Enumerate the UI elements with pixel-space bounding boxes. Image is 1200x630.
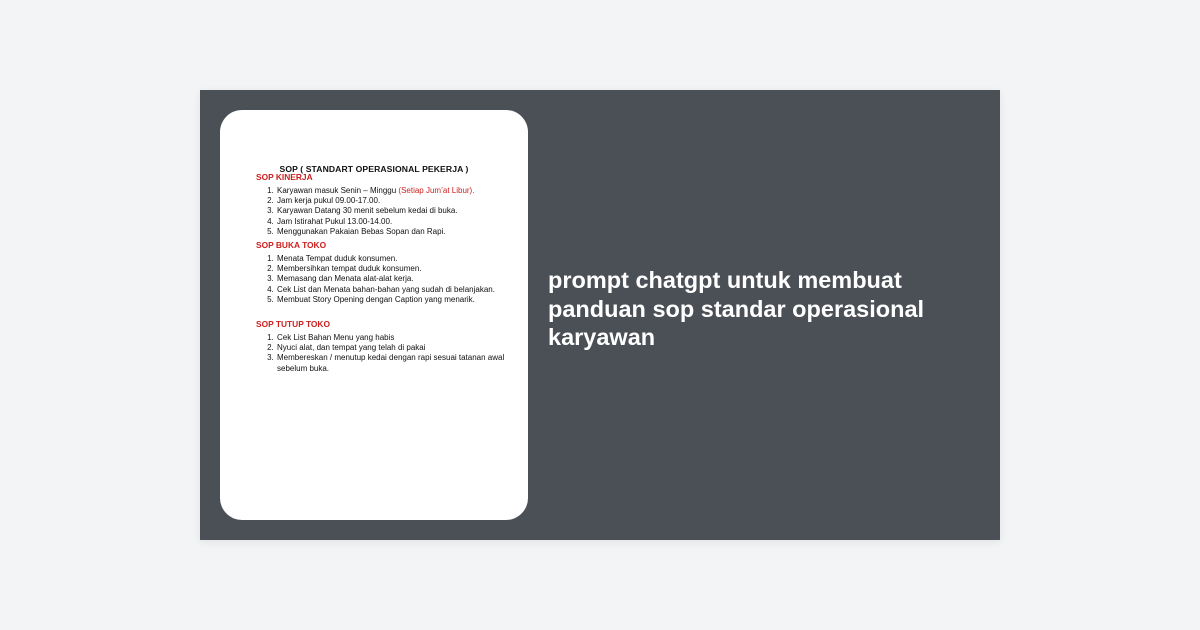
list-item: 4. Cek List dan Menata bahan-bahan yang sudah di belanjakan. [276, 285, 506, 295]
list-item: 2. Membersihkan tempat duduk konsumen. [276, 264, 506, 274]
section-heading: SOP BUKA TOKO [256, 240, 327, 250]
list-item: 5. Menggunakan Pakaian Bebas Sopan dan Rapi. [276, 227, 506, 237]
section-list [256, 186, 506, 237]
section-sop-kinerja [256, 172, 506, 237]
list-item: 1. Menata Tempat duduk konsumen. [276, 254, 506, 264]
section-heading: SOP KINERJA [256, 172, 313, 182]
list-item: 2. Jam kerja pukul 09.00-17.00. [276, 196, 506, 206]
section-sop-tutup-toko [256, 319, 506, 374]
document-title: SOP ( STANDART OPERASIONAL PEKERJA ) [279, 164, 469, 174]
article-card[interactable] [200, 90, 1000, 540]
list-item: 1. Cek List Bahan Menu yang habis [276, 333, 506, 343]
list-item: 3. Karyawan Datang 30 menit sebelum kedai di buka. [276, 206, 506, 216]
list-item: 1. Karyawan masuk Senin – Minggu (Setiap Jum’at Libur). [276, 186, 506, 196]
section-list [256, 254, 506, 305]
list-item: 4. Jam Istirahat Pukul 13.00-14.00. [276, 217, 506, 227]
list-item: 2. Nyuci alat, dan tempat yang telah di pakai [276, 343, 506, 353]
section-heading: SOP TUTUP TOKO [256, 319, 330, 329]
section-list [256, 333, 506, 374]
list-item: 3. Membereskan / menutup kedai dengan rapi sesuai tatanan awal sebelum buka. [276, 353, 506, 373]
sop-document-image [220, 110, 528, 520]
holiday-note: (Setiap Jum’at Libur). [398, 186, 475, 195]
article-headline[interactable]: prompt chatgpt untuk membuat panduan sop standar operasional karyawan [548, 267, 925, 350]
list-item: 3. Memasang dan Menata alat-alat kerja. [276, 274, 506, 284]
list-item: 5. Membuat Story Opening dengan Caption yang menarik. [276, 295, 506, 305]
section-sop-buka-toko [256, 240, 506, 305]
